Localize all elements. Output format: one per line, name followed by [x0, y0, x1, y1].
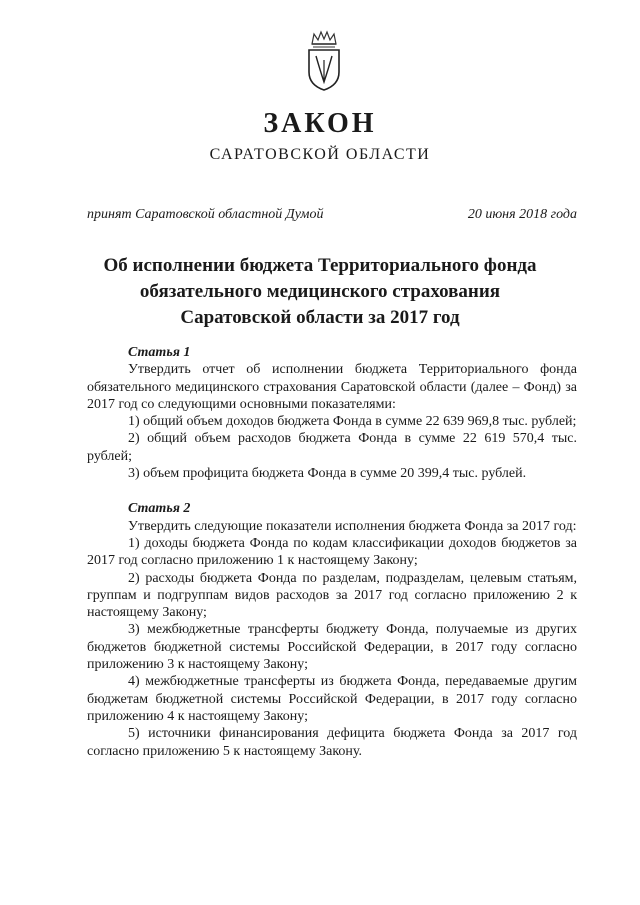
article-2-paragraph: Утвердить следующие показатели исполнения бюджета Фонда за 2017 год: — [128, 518, 577, 534]
article-2-item: 2) расходы бюджета Фонда по разделам, подразделам, целевым статьям, группам и подгруппам видов расходов за 2017 год согласно приложению 2 к настоящему Закону; — [87, 570, 577, 621]
article-1-paragraph: Утвердить отчет об исполнении бюджета Территориального фонда обязательного медицинского страхования Саратовской области (далее – Фонд) за 2017 год со следующими основными показателями: — [87, 362, 577, 412]
adopted-date: 20 июня 2018 года — [467, 207, 577, 222]
law-title: ЗАКОН — [263, 108, 377, 139]
document-title-line: Саратовской области за 2017 год — [180, 307, 460, 328]
article-2-heading: Статья 2 — [128, 501, 191, 517]
article-1-item: 2) общий объем расходов бюджета Фонда в сумме 22 619 570,4 тыс. рублей; — [87, 431, 577, 464]
article-1-item: 3) объем профицита бюджета Фонда в сумме 20 399,4 тыс. рублей. — [128, 466, 527, 482]
law-region: САРАТОВСКОЙ ОБЛАСТИ — [209, 146, 431, 163]
article-2-item: 5) источники финансирования дефицита бюджета Фонда за 2017 год согласно приложению 5 к настоящему Закону. — [87, 726, 577, 759]
document-title-line: Об исполнении бюджета Территориального фонда — [103, 255, 537, 276]
document-title — [60, 253, 580, 331]
article-2-item: 1) доходы бюджета Фонда по кодам классификации доходов бюджетов за 2017 год согласно приложению 1 к настоящему Закону; — [87, 535, 577, 569]
document-body — [87, 344, 577, 760]
adopted-by: принят Саратовской областной Думой — [87, 207, 324, 222]
saratov-coat-of-arms-icon — [304, 30, 344, 92]
article-1-heading: Статья 1 — [128, 345, 191, 360]
article-2-item: 4) межбюджетные трансферты из бюджета Фонда, передаваемые другим бюджетам бюджетной системы Российской Федерации, в 2017 году согласно приложению 4 к настоящему Закону; — [87, 674, 577, 724]
article-2-item: 3) межбюджетные трансферты бюджету Фонда, получаемые из других бюджетов бюджетной системы Российской Федерации, в 2017 году согласно приложению 3 к настоящему Закону; — [87, 622, 577, 673]
document-title-line: обязательного медицинского страхования — [139, 281, 501, 302]
article-1-item: 1) общий объем доходов бюджета Фонда в сумме 22 639 969,8 тыс. рублей; — [128, 414, 577, 430]
